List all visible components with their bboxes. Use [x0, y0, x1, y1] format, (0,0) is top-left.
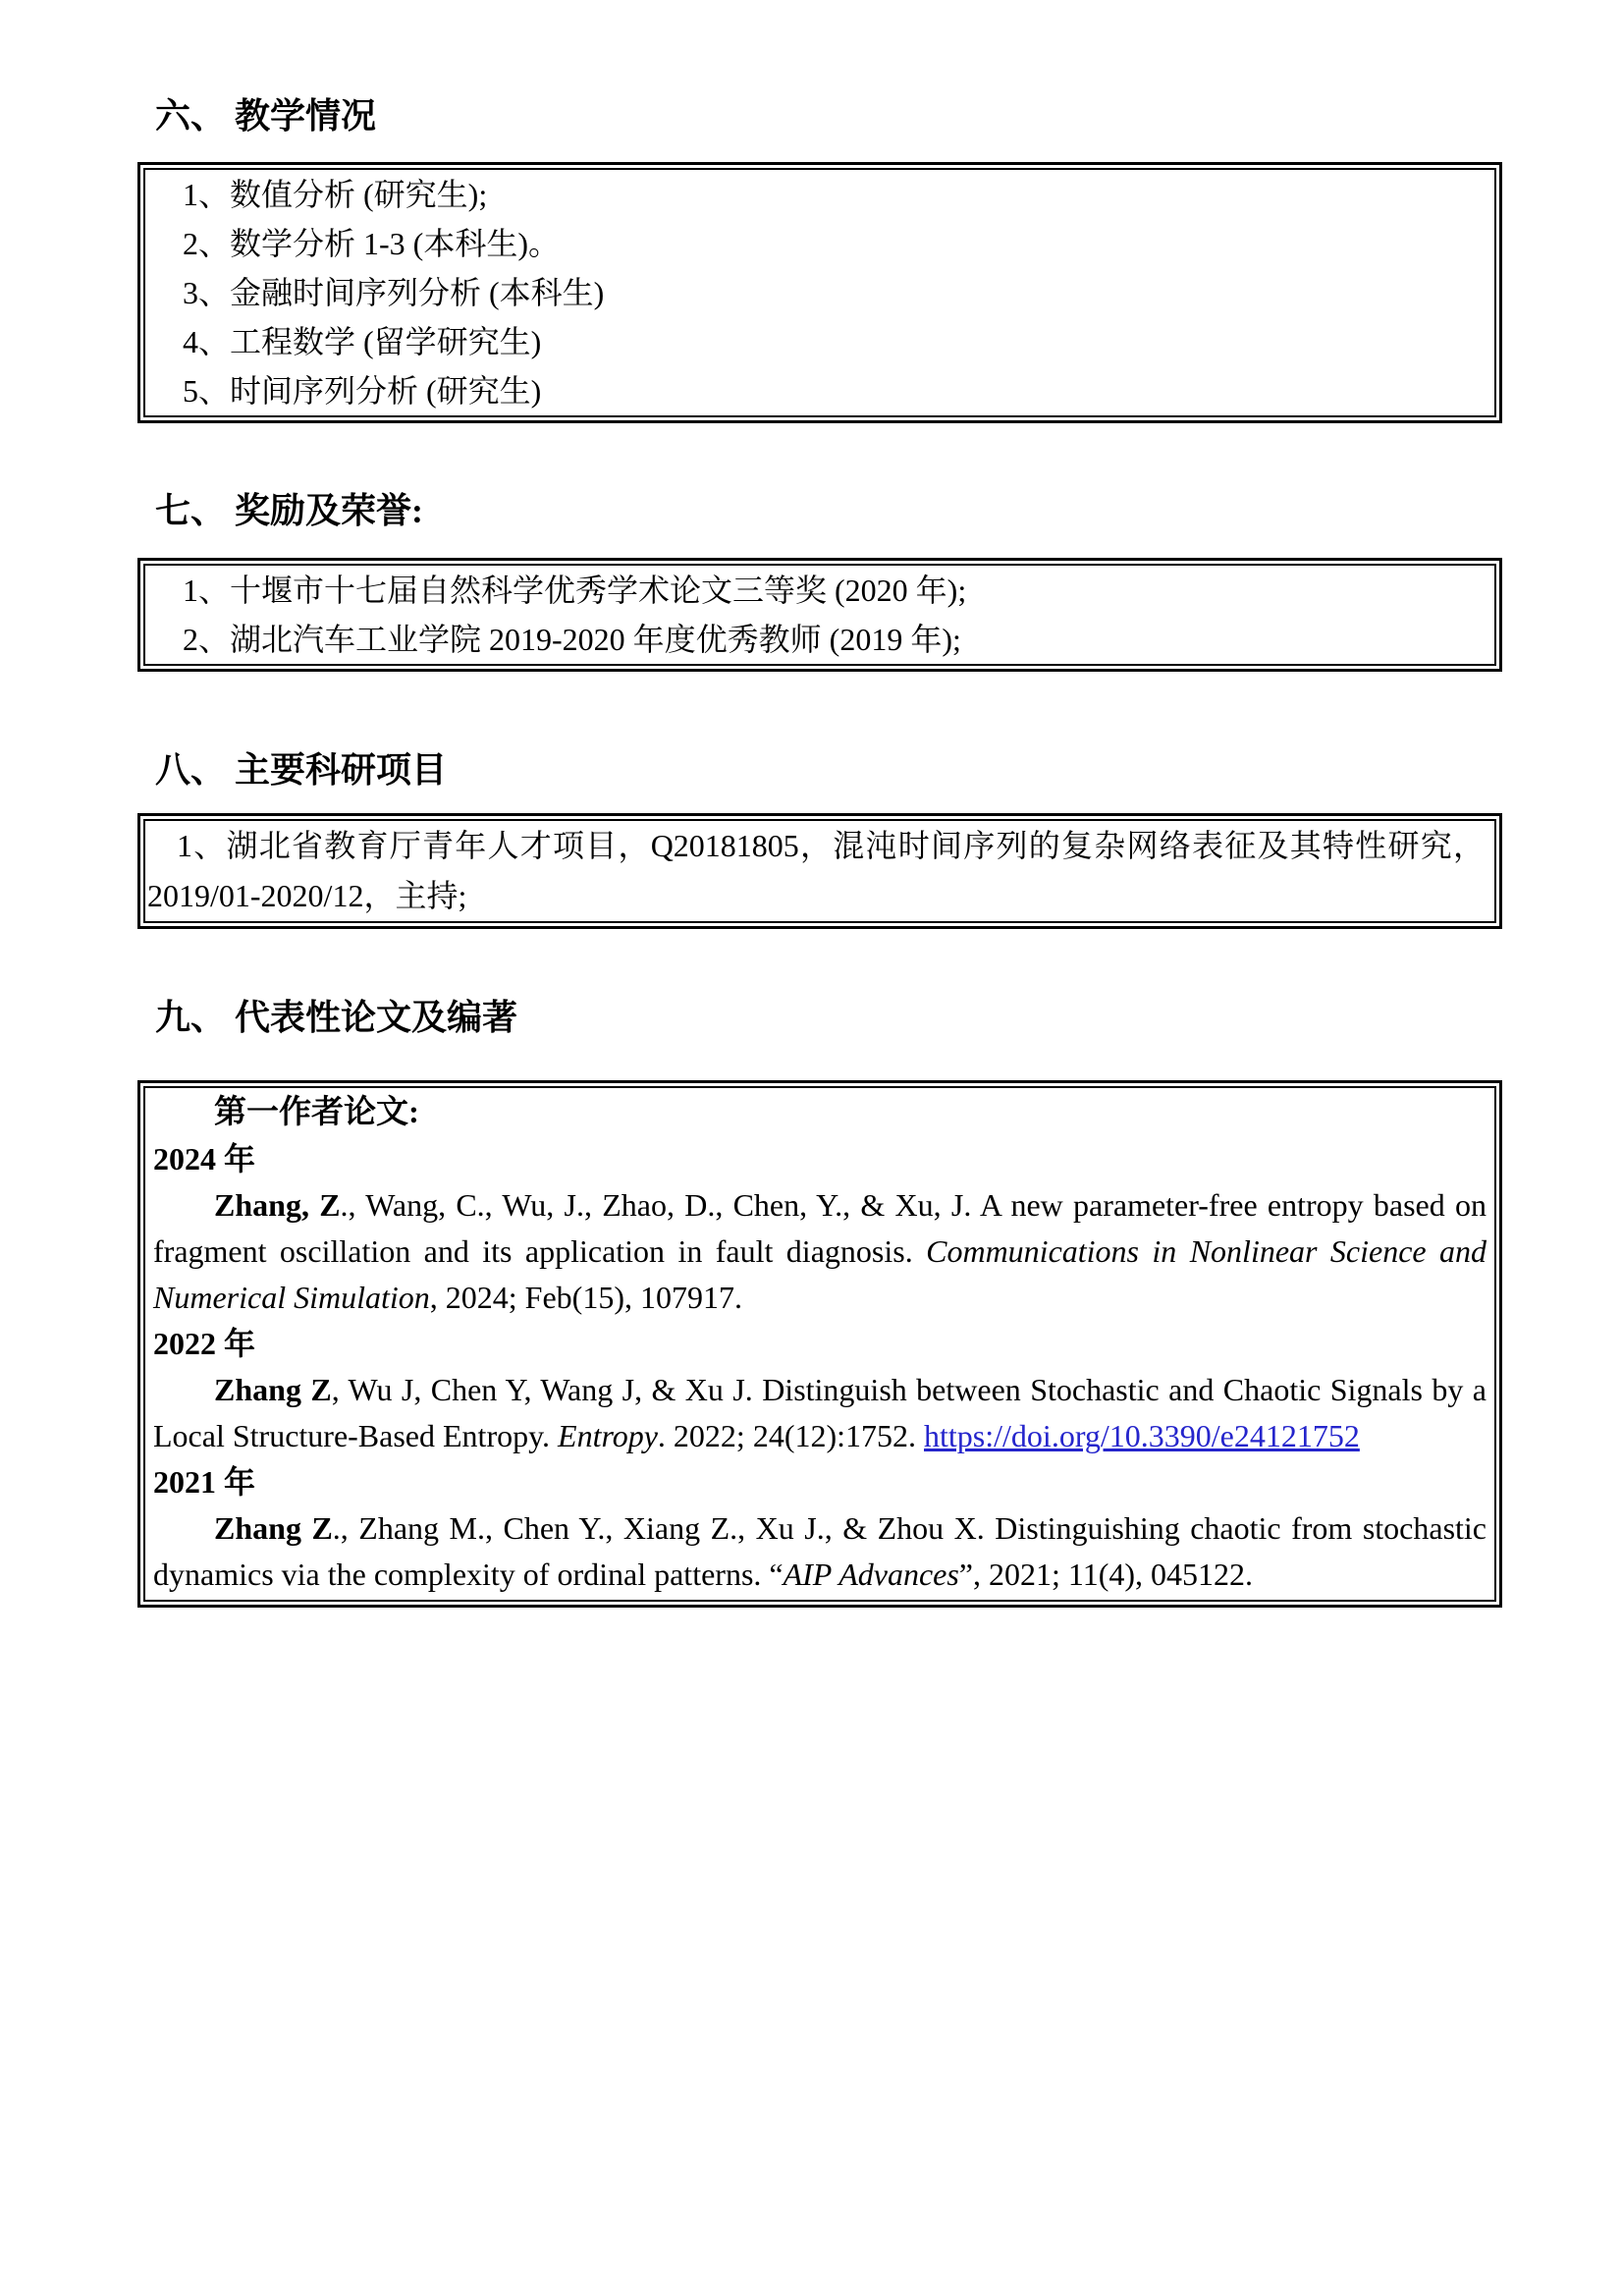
- teaching-item-4: 4、工程数学 (留学研究生): [183, 324, 542, 359]
- teaching-box: [137, 162, 1502, 423]
- pub-2021-body: ., Zhang M., Chen Y., Xiang Z., Xu J., & Zhou X. Distinguishing chaotic from stochastic dynamics via the complexity of ordinal patterns. “: [153, 1510, 1487, 1592]
- section-heading-projects: 八、 主要科研项目: [155, 750, 448, 790]
- pub-2022-body: , Wu J, Chen Y, Wang J, & Xu J. Distinguish between Stochastic and Chaotic Signals by a Local Structure-Based Entropy.: [153, 1372, 1487, 1453]
- pub-2024-authors-bold: Zhang, Z: [214, 1187, 341, 1223]
- pub-2021-citation: [153, 1505, 1487, 1598]
- pub-year-2024: 2024 年: [153, 1141, 256, 1176]
- teaching-item-5: 5、时间序列分析 (研究生): [183, 373, 542, 409]
- section-heading-awards: 七、 奖励及荣誉:: [155, 491, 423, 530]
- teaching-box-inner: [143, 168, 1496, 417]
- pub-2022-issue: . 2022; 24(12):1752.: [657, 1418, 925, 1453]
- teaching-item-2: 2、数学分析 1-3 (本科生)。: [183, 226, 560, 261]
- section-heading-publications: 九、 代表性论文及编著: [155, 998, 518, 1037]
- doi-link[interactable]: https://doi.org/10.3390/e24121752: [924, 1418, 1360, 1453]
- pub-year-2022: 2022 年: [153, 1326, 256, 1361]
- award-item-1: 1、十堰市十七届自然科学优秀学术论文三等奖 (2020 年);: [183, 573, 967, 608]
- pub-2024-journal: Communications in Nonlinear Science and Numerical Simulation: [153, 1233, 1487, 1315]
- first-author-label: 第一作者论文:: [214, 1095, 419, 1130]
- publications-box-inner: [143, 1086, 1496, 1602]
- projects-box: [137, 813, 1502, 929]
- pub-2022-citation: [153, 1367, 1487, 1459]
- teaching-item-3: 3、金融时间序列分析 (本科生): [183, 275, 605, 310]
- pub-2024-citation: [153, 1182, 1487, 1321]
- pub-2021-journal: AIP Advances: [783, 1557, 959, 1592]
- projects-box-inner: [143, 819, 1496, 923]
- teaching-item-1: 1、数值分析 (研究生);: [183, 177, 488, 212]
- awards-box: [137, 558, 1502, 672]
- pub-2022-authors-bold: Zhang Z: [214, 1372, 332, 1407]
- award-item-2: 2、湖北汽车工业学院 2019-2020 年度优秀教师 (2019 年);: [183, 622, 961, 657]
- awards-box-inner: [143, 564, 1496, 666]
- pub-2024-issue: , 2024; Feb(15), 107917.: [429, 1280, 742, 1315]
- project-paragraph: 1、湖北省教育厅青年人才项目，Q20181805，混沌时间序列的复杂网络表征及其特性研究，2019/01-2020/12，主持;: [147, 828, 1485, 913]
- pub-2022-journal: Entropy: [558, 1418, 658, 1453]
- pub-2021-issue: ”, 2021; 11(4), 045122.: [958, 1557, 1254, 1592]
- section-heading-teaching: 六、 教学情况: [155, 96, 377, 136]
- pub-year-2021: 2021 年: [153, 1464, 256, 1500]
- publications-box: [137, 1080, 1502, 1608]
- pub-2021-authors-bold: Zhang Z: [214, 1510, 333, 1546]
- pub-2024-body: ., Wang, C., Wu, J., Zhao, D., Chen, Y., & Xu, J. A new parameter-free entropy based on fragment oscillation and its application in fault diagnosis.: [153, 1187, 1487, 1269]
